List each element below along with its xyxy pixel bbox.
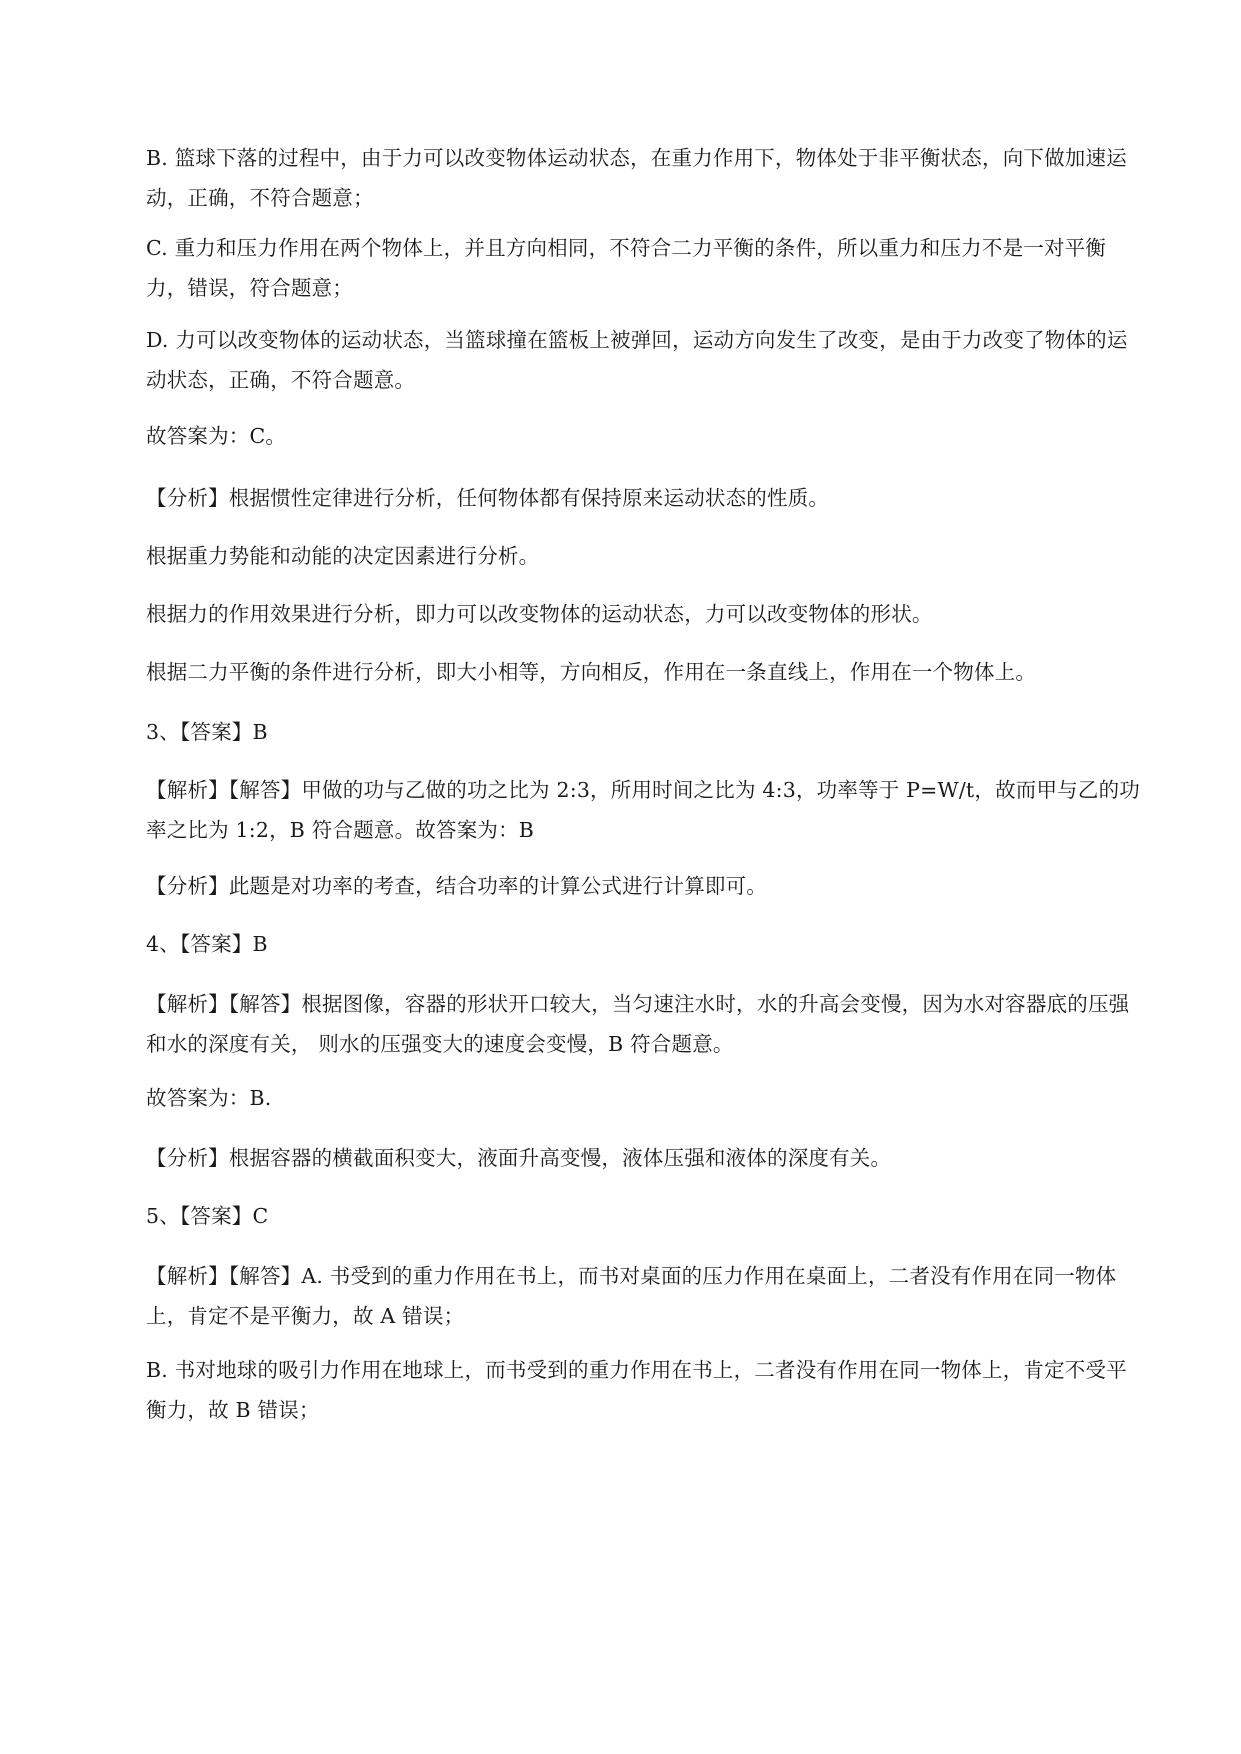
question-5-solution: 【解析】【解答】A. 书受到的重力作用在书上，而书对桌面的压力作用在桌面上，二者没有作用在同一物体上，肯定不是平衡力，故 A 错误； bbox=[146, 1264, 1117, 1328]
option-d-explanation: D. 力可以改变物体的运动状态，当篮球撞在篮板上被弹回，运动方向发生了改变，是由于力改变了物体的运动状态，正确，不符合题意。 bbox=[146, 328, 1128, 392]
question-3-solution: 【解析】【解答】甲做的功与乙做的功之比为 2:3，所用时间之比为 4:3，功率等于 P=W/t，故而甲与乙的功率之比为 1:2，B 符合题意。故答案为：B bbox=[146, 778, 1140, 842]
question-5-option-b: B. 书对地球的吸引力作用在地球上，而书受到的重力作用在书上，二者没有作用在同一物体上，肯定不受平衡力，故 B 错误； bbox=[146, 1358, 1127, 1422]
question-5-answer: 5、【答案】C bbox=[146, 1204, 269, 1228]
question-4-answer: 4、【答案】B bbox=[146, 932, 268, 956]
question-4-solution: 【解析】【解答】根据图像，容器的形状开口较大，当匀速注水时，水的升高会变慢，因为水对容器底的压强和水的深度有关， 则水的压强变大的速度会变慢，B 符合题意。 bbox=[146, 992, 1130, 1056]
question-3-analysis: 【分析】此题是对功率的考查，结合功率的计算公式进行计算即可。 bbox=[146, 874, 767, 898]
analysis-line: 根据二力平衡的条件进行分析，即大小相等，方向相反，作用在一条直线上，作用在一个物体上。 bbox=[146, 660, 1037, 684]
analysis-line: 根据力的作用效果进行分析，即力可以改变物体的运动状态，力可以改变物体的形状。 bbox=[146, 602, 933, 626]
analysis-paragraph: 【分析】根据惯性定律进行分析，任何物体都有保持原来运动状态的性质。 bbox=[146, 486, 830, 510]
question-4-analysis: 【分析】根据容器的横截面积变大，液面升高变慢，液体压强和液体的深度有关。 bbox=[146, 1146, 892, 1170]
option-c-explanation: C. 重力和压力作用在两个物体上，并且方向相同，不符合二力平衡的条件，所以重力和压力不是一对平衡力，错误，符合题意； bbox=[146, 236, 1107, 300]
question-4-final-answer: 故答案为：B. bbox=[146, 1086, 272, 1110]
question-3-answer: 3、【答案】B bbox=[146, 720, 268, 744]
analysis-line: 根据重力势能和动能的决定因素进行分析。 bbox=[146, 544, 540, 568]
answer-line: 故答案为：C。 bbox=[146, 424, 287, 448]
option-b-explanation: B. 篮球下落的过程中，由于力可以改变物体运动状态，在重力作用下，物体处于非平衡状态，向下做加速运动，正确，不符合题意； bbox=[146, 146, 1127, 210]
